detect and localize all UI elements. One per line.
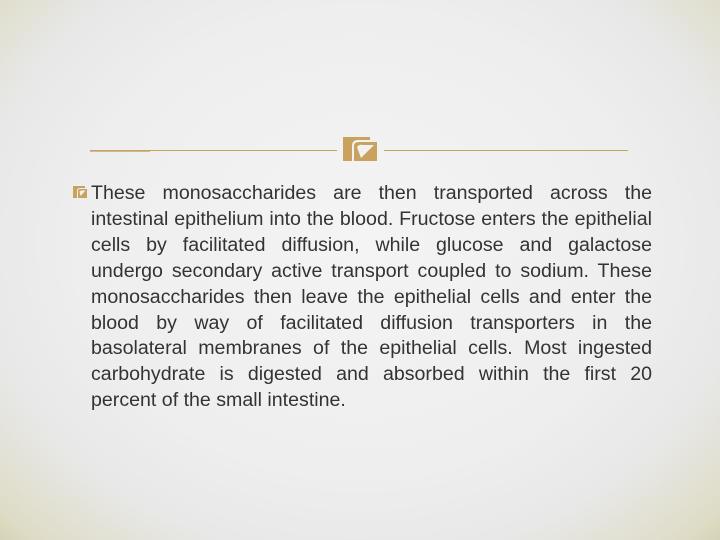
- bullet-text: These monosaccharides are then transported across the intestinal epithelium into the blood. Fructose enters the epithelial cells by facilitated diffusion, while glucose and galactose undergo secondary active transport coupled to sodium. These monosaccharides then leave the epithelial cells and enter the blood by way of facilitated diffusion transporters in the basolateral membranes of the epithelial cells. Most ingested carbohydrate is digested and absorbed within the first 20 percent of the small intestine.: [91, 182, 652, 412]
- curled-bullet-icon: [72, 185, 88, 199]
- title-divider: [90, 150, 628, 152]
- divider-line-right: [384, 150, 628, 151]
- curled-bullet-icon: [340, 134, 380, 164]
- divider-line-shadow: [90, 151, 150, 152]
- bullet-list: [72, 181, 652, 414]
